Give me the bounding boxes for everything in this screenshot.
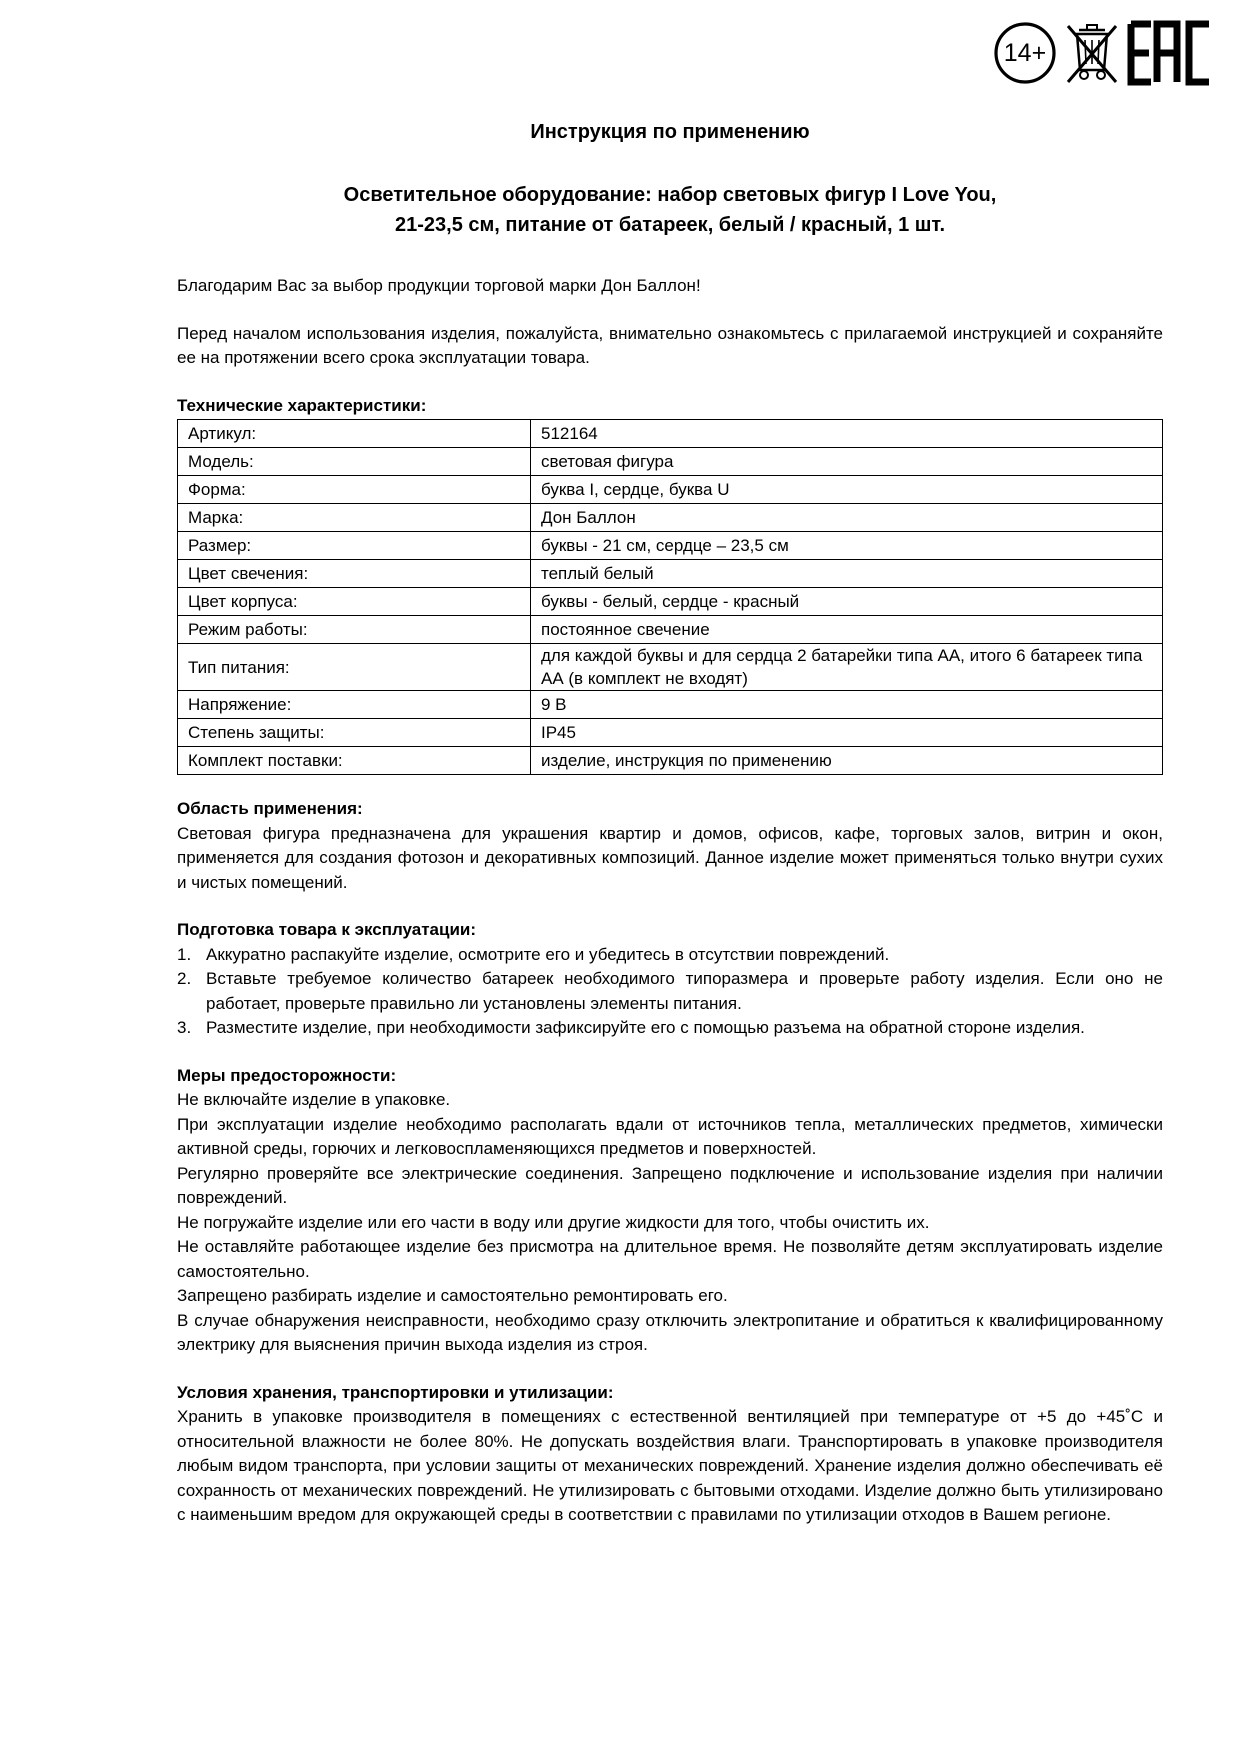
- precaution-paragraph: Не оставляйте работающее изделие без присмотра на длительное время. Не позволяйте детям эксплуатировать изделие самостоятельно.: [177, 1237, 1163, 1281]
- list-text: Аккуратно распакуйте изделие, осмотрите его и убедитесь в отсутствии повреждений.: [206, 944, 890, 964]
- spec-key: Артикул:: [178, 420, 531, 448]
- list-item: [177, 1016, 1163, 1041]
- spec-key: Марка:: [178, 504, 531, 532]
- list-item: [177, 943, 1163, 968]
- spec-row: [178, 448, 1163, 476]
- spec-value: изделие, инструкция по применению: [531, 747, 1163, 775]
- spec-value: IP45: [531, 719, 1163, 747]
- spec-value: 512164: [531, 420, 1163, 448]
- spec-row: [178, 420, 1163, 448]
- spec-row: [178, 747, 1163, 775]
- spec-row: [178, 532, 1163, 560]
- spec-key: Режим работы:: [178, 616, 531, 644]
- list-text: Разместите изделие, при необходимости зафиксируйте его с помощью разъема на обратной стороне изделия.: [206, 1018, 1085, 1037]
- spec-value: световая фигура: [531, 448, 1163, 476]
- product-title-line-1: Осветительное оборудование: набор световых фигур I Love You,: [343, 184, 997, 206]
- spec-key: Напряжение:: [178, 691, 531, 719]
- spec-key: Комплект поставки:: [178, 747, 531, 775]
- spec-value: теплый белый: [531, 560, 1163, 588]
- list-text: Вставьте требуемое количество батареек необходимого типоразмера и проверьте работу изделия. Если оно не работает, проверьте правильно ли установлены элементы питания.: [206, 969, 1163, 1013]
- product-title-line-2: 21-23,5 см, питание от батареек, белый / красный, 1 шт.: [394, 214, 946, 236]
- preparation-list: [177, 943, 1163, 1041]
- spec-value: постоянное свечение: [531, 616, 1163, 644]
- list-number: 2.: [177, 969, 192, 988]
- list-number: 1.: [177, 944, 192, 964]
- spec-row: [178, 644, 1163, 691]
- spec-row: [178, 560, 1163, 588]
- preparation-heading: Подготовка товара к эксплуатации:: [177, 920, 477, 939]
- spec-row: [178, 504, 1163, 532]
- spec-key: Степень защиты:: [178, 719, 531, 747]
- storage-text: Хранить в упаковке производителя в помещениях с естественной вентиляцией при температуре от +5 до +45˚С и относительной влажности не более 80%. Не допускать воздействия влаги. Транспортировать в упаковке производителя любым видом транспорта, при условии защиты от механических повреждений. Хранение изделия должно обеспечивать её сохранность от механических повреждений. Не утилизировать с бытовыми отходами. Изделие должно быть утилизировано с наименьшим вредом для окружающей среды в соответствии с правилами по утилизации отходов в Вашем регионе.: [177, 1407, 1163, 1524]
- spec-value: Дон Баллон: [531, 504, 1163, 532]
- certification-marks: [993, 20, 1213, 86]
- thanks-text: Благодарим Вас за выбор продукции торговой марки Дон Баллон!: [177, 276, 701, 295]
- storage-heading: Условия хранения, транспортировки и утилизации:: [177, 1382, 614, 1402]
- precaution-paragraph: Регулярно проверяйте все электрические соединения. Запрещено подключение и использование изделия при наличии повреждений.: [177, 1163, 1163, 1207]
- precaution-paragraph: Не погружайте изделие или его части в воду или другие жидкости для того, чтобы очистить их.: [177, 1212, 930, 1232]
- application-heading: Область применения:: [177, 799, 363, 818]
- age-label: 14+: [1003, 39, 1047, 67]
- spec-key: Цвет корпуса:: [178, 588, 531, 616]
- list-number: 3.: [177, 1018, 192, 1037]
- precaution-paragraph: В случае обнаружения неисправности, необходимо сразу отключить электропитание и обратиться к квалифицированному электрику для выяснения причин выхода изделия из строя.: [177, 1310, 1163, 1354]
- precaution-paragraph: Запрещено разбирать изделие и самостоятельно ремонтировать его.: [177, 1286, 728, 1305]
- spec-row: [178, 476, 1163, 504]
- instruction-document: [177, 112, 1163, 1528]
- spec-row: [178, 719, 1163, 747]
- spec-key: Форма:: [178, 476, 531, 504]
- spec-value: 9 В: [531, 691, 1163, 719]
- precautions-list: [177, 1088, 1163, 1358]
- precaution-paragraph: При эксплуатации изделие необходимо располагать вдали от источников тепла, металлических предметов, химически активной среды, горючих и легковоспламеняющихся предметов и поверхностей.: [177, 1114, 1163, 1158]
- eac-logo: [1127, 20, 1213, 86]
- spec-row: [178, 588, 1163, 616]
- spec-key: Модель:: [178, 448, 531, 476]
- age-rating-badge: [993, 21, 1057, 85]
- spec-value: буквы - белый, сердце - красный: [531, 588, 1163, 616]
- spec-row: [178, 691, 1163, 719]
- spec-value: буквы - 21 см, сердце – 23,5 см: [531, 532, 1163, 560]
- precautions-heading: Меры предосторожности:: [177, 1065, 397, 1085]
- application-text: Световая фигура предназначена для украшения квартир и домов, офисов, кафе, торговых залов, витрин и окон, применяется для создания фотозон и декоративных композиций. Данное изделие может применяться только внутри сухих и чистых помещений.: [177, 823, 1163, 892]
- document-title: Инструкция по применению: [530, 121, 810, 143]
- product-title: [177, 180, 1163, 240]
- specs-heading: Технические характеристики:: [177, 395, 427, 415]
- list-item: [177, 967, 1163, 1016]
- spec-key: Размер:: [178, 532, 531, 560]
- spec-key: Тип питания:: [178, 644, 531, 691]
- spec-row: [178, 616, 1163, 644]
- specs-table: [177, 419, 1163, 775]
- spec-value: для каждой буквы и для сердца 2 батарейки типа АА, итого 6 батареек типа АА (в комплект не входят): [531, 644, 1163, 691]
- precaution-paragraph: Не включайте изделие в упаковке.: [177, 1090, 451, 1109]
- crossed-out-bin-icon: [1065, 20, 1119, 86]
- spec-value: буква I, сердце, буква U: [531, 476, 1163, 504]
- spec-key: Цвет свечения:: [178, 560, 531, 588]
- intro-text: Перед началом использования изделия, пожалуйста, внимательно ознакомьтесь с прилагаемой инструкцией и сохраняйте ее на протяжении всего срока эксплуатации товара.: [177, 323, 1163, 367]
